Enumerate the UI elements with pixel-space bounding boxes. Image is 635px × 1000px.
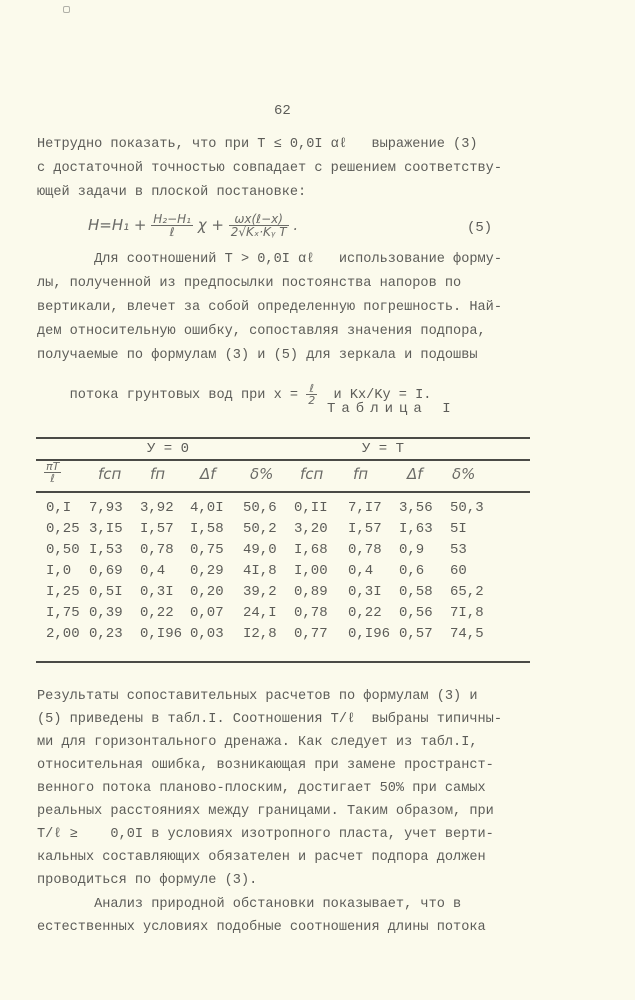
paragraph3-line: венного потока планово-плоским, достигает 50% при самых: [37, 781, 486, 796]
table-cell: 39,2: [243, 584, 277, 600]
table-cell: 0,4: [140, 563, 166, 579]
paragraph3-line: реальных расстояниях между границами. Таким образом, при: [37, 804, 494, 819]
paragraph1-line: с достаточной точностью совпадает с решением соответству-: [37, 161, 502, 176]
table-cell: I,57: [348, 521, 382, 537]
table-cell: 0,3I: [348, 584, 382, 600]
table-cell: 0,77: [294, 626, 328, 642]
fraction-denominator: 2: [308, 394, 316, 407]
table-cell: 3,I5: [89, 521, 123, 537]
table-cell: 0,56: [399, 605, 433, 621]
paragraph2-line: получаемые по формулам (3) и (5) для зеркала и подошвы: [37, 348, 478, 363]
paragraph3-line: T/ℓ ≥ 0,0I в условиях изотропного пласта, учет верти-: [37, 827, 494, 842]
fraction-denominator: ℓ: [50, 472, 55, 485]
table-cell: 0,50: [46, 542, 80, 558]
fraction-numerator: πT: [46, 460, 60, 473]
table-cell: I,00: [294, 563, 328, 579]
paragraph3-line: относительная ошибка, возникающая при замене пространст-: [37, 758, 494, 773]
fraction-denominator: 2√Kₓ·Kᵧ T: [230, 225, 287, 239]
table-cell: 0,I96: [348, 626, 391, 642]
table-cell: 50,3: [450, 500, 484, 516]
fraction-piT-over-l: [44, 461, 61, 484]
paper-speck: [63, 6, 70, 13]
text: потока грунтовых вод при x =: [69, 388, 307, 404]
table-caption: Таблица I: [327, 401, 457, 417]
table-cell: 53: [450, 542, 467, 558]
table-cell: 3,92: [140, 500, 174, 516]
paragraph4-line: Анализ природной обстановки показывает, что в: [37, 897, 462, 912]
table-cell: 0,I: [46, 500, 72, 516]
table-cell: 0,25: [46, 521, 80, 537]
table-cell: I,25: [46, 584, 80, 600]
table-cell: 0,20: [190, 584, 224, 600]
table-cell: 0,3I: [140, 584, 174, 600]
table-cell: I2,8: [243, 626, 277, 642]
table-cell: 50,6: [243, 500, 277, 516]
table-cell: 4,0I: [190, 500, 224, 516]
column-header: Δf: [407, 465, 423, 483]
column-header: fсп: [98, 465, 122, 483]
column-header: fп: [353, 465, 369, 483]
formula-tail: .: [293, 216, 299, 234]
table-cell: 0,4: [348, 563, 374, 579]
paragraph3-line: ми для горизонтального дренажа. Как следует из табл.I,: [37, 735, 478, 750]
table-cell: 0,6: [399, 563, 425, 579]
table-cell: 3,56: [399, 500, 433, 516]
table-cell: 0,23: [89, 626, 123, 642]
formula-fraction-2: [229, 213, 289, 238]
column-header: fп: [150, 465, 166, 483]
table-cell: 7,93: [89, 500, 123, 516]
table-cell: I,68: [294, 542, 328, 558]
table-cell: 65,2: [450, 584, 484, 600]
paragraph2-line: лы, полученной из предпосылки постоянства напоров по: [37, 276, 462, 291]
table-header-rule: [36, 491, 530, 493]
table-cell: 0,I96: [140, 626, 183, 642]
paragraph1-line: ющей задачи в плоской постановке:: [37, 185, 307, 200]
table-bottom-rule: [36, 661, 530, 663]
table-cell: I,75: [46, 605, 80, 621]
column-header-ratio: [44, 461, 61, 484]
table-cell: 0,89: [294, 584, 328, 600]
group-header-y0: У = 0: [147, 441, 190, 457]
table-cell: 0,II: [294, 500, 328, 516]
table-cell: I,58: [190, 521, 224, 537]
paragraph4-line: естественных условиях подобные соотношения длины потока: [37, 920, 486, 935]
paragraph3-line: кальных составляющих обязателен и расчет подпора должен: [37, 850, 486, 865]
formula-5: [88, 213, 298, 238]
paragraph2-line: Для соотношений Т > 0,0I αℓ использование форму-: [37, 252, 502, 267]
table-cell: 0,75: [190, 542, 224, 558]
table-cell: 74,5: [450, 626, 484, 642]
table-cell: 4I,8: [243, 563, 277, 579]
table-cell: 0,78: [348, 542, 382, 558]
fraction-numerator: ℓ: [306, 383, 317, 395]
column-header: δ%: [452, 465, 476, 483]
table-cell: 0,58: [399, 584, 433, 600]
table-cell: 0,03: [190, 626, 224, 642]
paragraph3-line: (5) приведены в табл.I. Соотношения T/ℓ выбраны типичны-: [37, 712, 502, 727]
table-cell: 0,07: [190, 605, 224, 621]
table-cell: I,53: [89, 542, 123, 558]
column-header: fсп: [300, 465, 324, 483]
page-number: 62: [274, 103, 291, 119]
equation-number: (5): [467, 220, 493, 236]
paragraph2-line: дем относительную ошибку, сопоставляя значения подпора,: [37, 324, 486, 339]
table-cell: 2,00: [46, 626, 80, 642]
table-cell: 7,I7: [348, 500, 382, 516]
formula-mid: χ +: [197, 216, 229, 234]
fraction-numerator: ωx(ℓ−x): [229, 213, 289, 226]
table-cell: 0,5I: [89, 584, 123, 600]
column-header: δ%: [250, 465, 274, 483]
table-cell: 0,57: [399, 626, 433, 642]
paragraph3-line: Результаты сопоставительных расчетов по формулам (3) и: [37, 689, 478, 704]
paragraph3-line: проводиться по формуле (3).: [37, 873, 258, 888]
table-cell: I,57: [140, 521, 174, 537]
formula-fraction-1: [151, 213, 193, 238]
table-group-rule: [36, 459, 530, 461]
paragraph2-line: вертикали, влечет за собой определенную погрешность. Най-: [37, 300, 502, 315]
table-cell: 60: [450, 563, 467, 579]
table-cell: 0,22: [140, 605, 174, 621]
paragraph1-line: Нетрудно показать, что при Т ≤ 0,0I αℓ выражение (3): [37, 137, 478, 152]
text: и Kx/Ky = I.: [317, 388, 432, 404]
table-cell: 50,2: [243, 521, 277, 537]
table-cell: 0,78: [140, 542, 174, 558]
table-cell: 0,78: [294, 605, 328, 621]
fraction-denominator: ℓ: [169, 225, 175, 239]
table-cell: 3,20: [294, 521, 328, 537]
fraction-numerator: H₂−H₁: [153, 212, 191, 226]
table-cell: 5I: [450, 521, 467, 537]
table-cell: 0,22: [348, 605, 382, 621]
table-cell: 0,69: [89, 563, 123, 579]
group-header-yT: У = Т: [362, 441, 405, 457]
table-cell: I,63: [399, 521, 433, 537]
table-cell: 0,39: [89, 605, 123, 621]
fraction-l-over-2: [306, 383, 317, 406]
table-cell: I,0: [46, 563, 72, 579]
column-header: Δf: [200, 465, 216, 483]
table-cell: 0,9: [399, 542, 425, 558]
table-cell: 0,29: [190, 563, 224, 579]
formula-lhs: H=H₁ +: [88, 216, 152, 234]
table-cell: 49,0: [243, 542, 277, 558]
table-cell: 7I,8: [450, 605, 484, 621]
table-top-rule: [36, 437, 530, 439]
table-cell: 24,I: [243, 605, 277, 621]
